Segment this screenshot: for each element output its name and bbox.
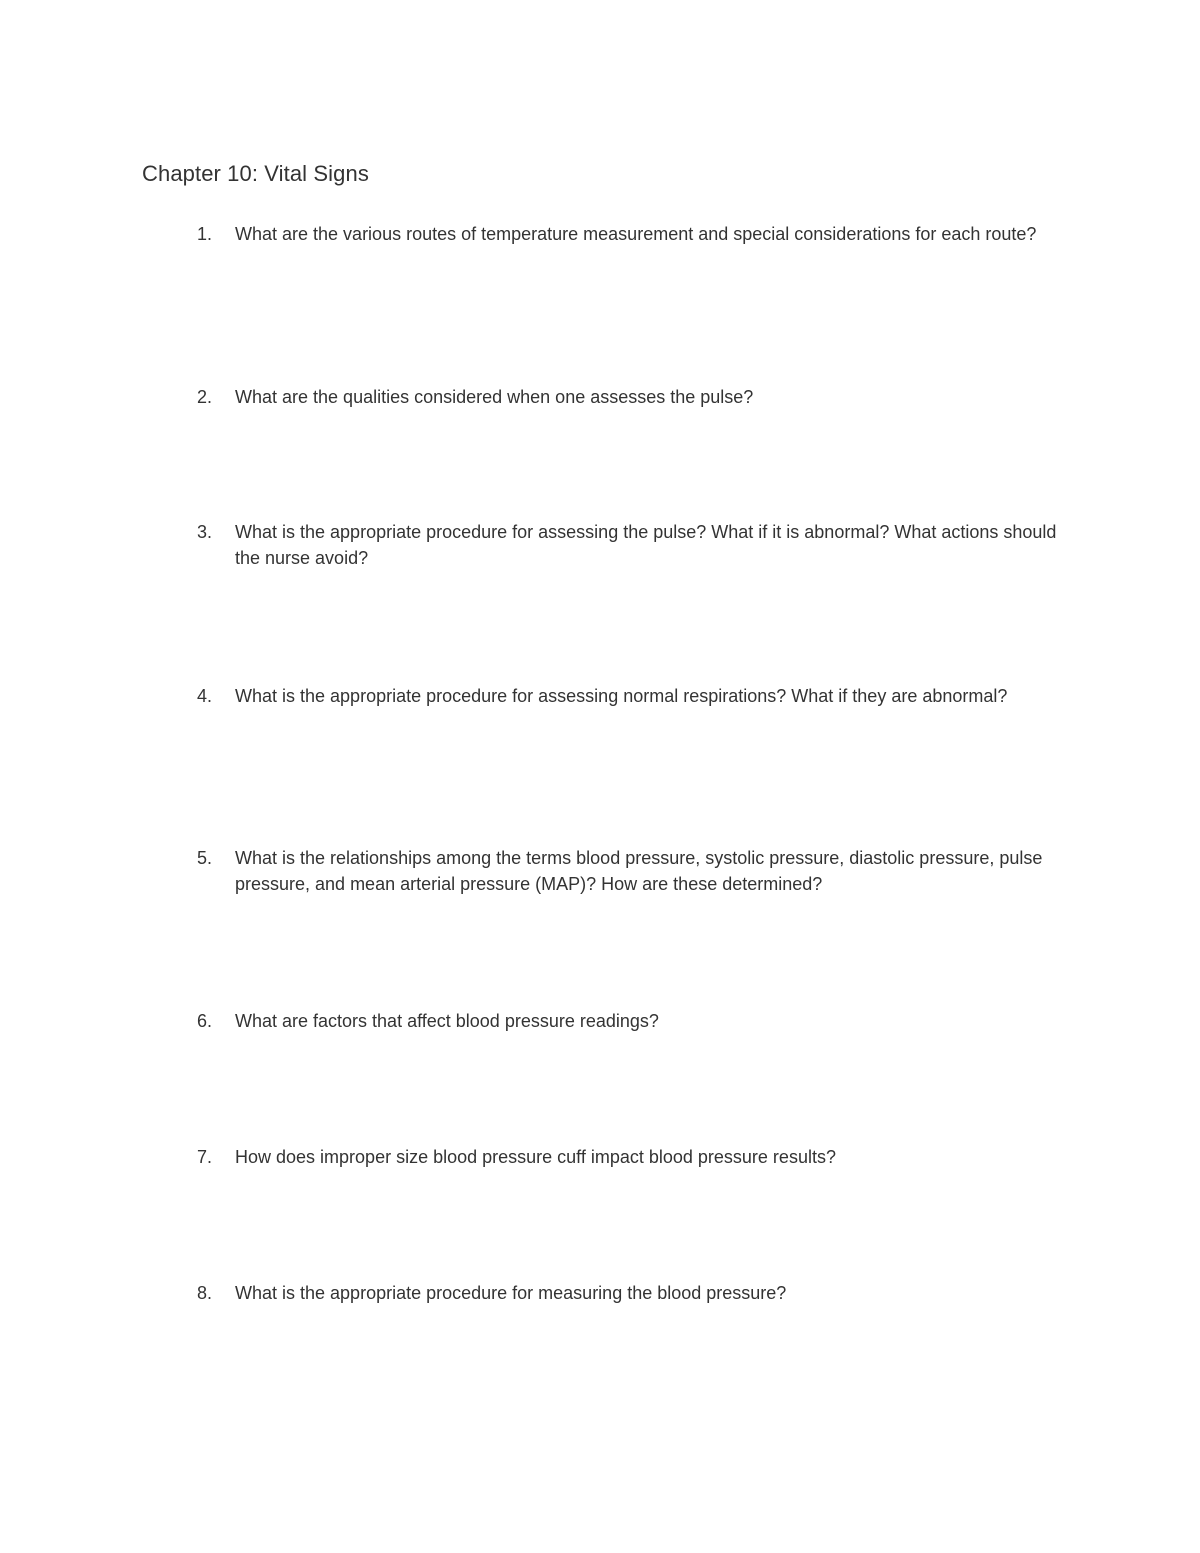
question-number: 3. xyxy=(197,522,213,542)
question-number: 5. xyxy=(197,848,213,868)
question-item-2 xyxy=(197,384,1067,410)
question-text: What are factors that affect blood pressure readings? xyxy=(235,1011,659,1031)
question-item-7 xyxy=(197,1144,1067,1170)
question-number: 8. xyxy=(197,1283,213,1303)
question-text: What is the relationships among the terms blood pressure, systolic pressure, diastolic pressure, pulse pressure, and mean arterial pressure (MAP)? How are these determined? xyxy=(235,848,1043,894)
question-item-6 xyxy=(197,1008,1067,1034)
question-item-8 xyxy=(197,1280,1067,1306)
question-text: What is the appropriate procedure for assessing normal respirations? What if they are abnormal? xyxy=(235,686,1008,706)
question-number: 4. xyxy=(197,686,213,706)
question-item-1 xyxy=(197,221,1067,247)
question-text: What is the appropriate procedure for measuring the blood pressure? xyxy=(235,1283,787,1303)
question-text: How does improper size blood pressure cuff impact blood pressure results? xyxy=(235,1147,836,1167)
question-item-4 xyxy=(197,683,1067,709)
question-number: 6. xyxy=(197,1011,213,1031)
question-number: 7. xyxy=(197,1147,213,1167)
question-item-5 xyxy=(197,845,1067,897)
question-number: 2. xyxy=(197,387,213,407)
question-item-3 xyxy=(197,519,1067,571)
question-text: What are the various routes of temperature measurement and special considerations for each route? xyxy=(235,224,1037,244)
question-text: What is the appropriate procedure for assessing the pulse? What if it is abnormal? What actions should the nurse avoid? xyxy=(235,522,1057,568)
page-title: Chapter 10: Vital Signs xyxy=(142,161,369,186)
question-text: What are the qualities considered when one assesses the pulse? xyxy=(235,387,754,407)
question-number: 1. xyxy=(197,224,213,244)
